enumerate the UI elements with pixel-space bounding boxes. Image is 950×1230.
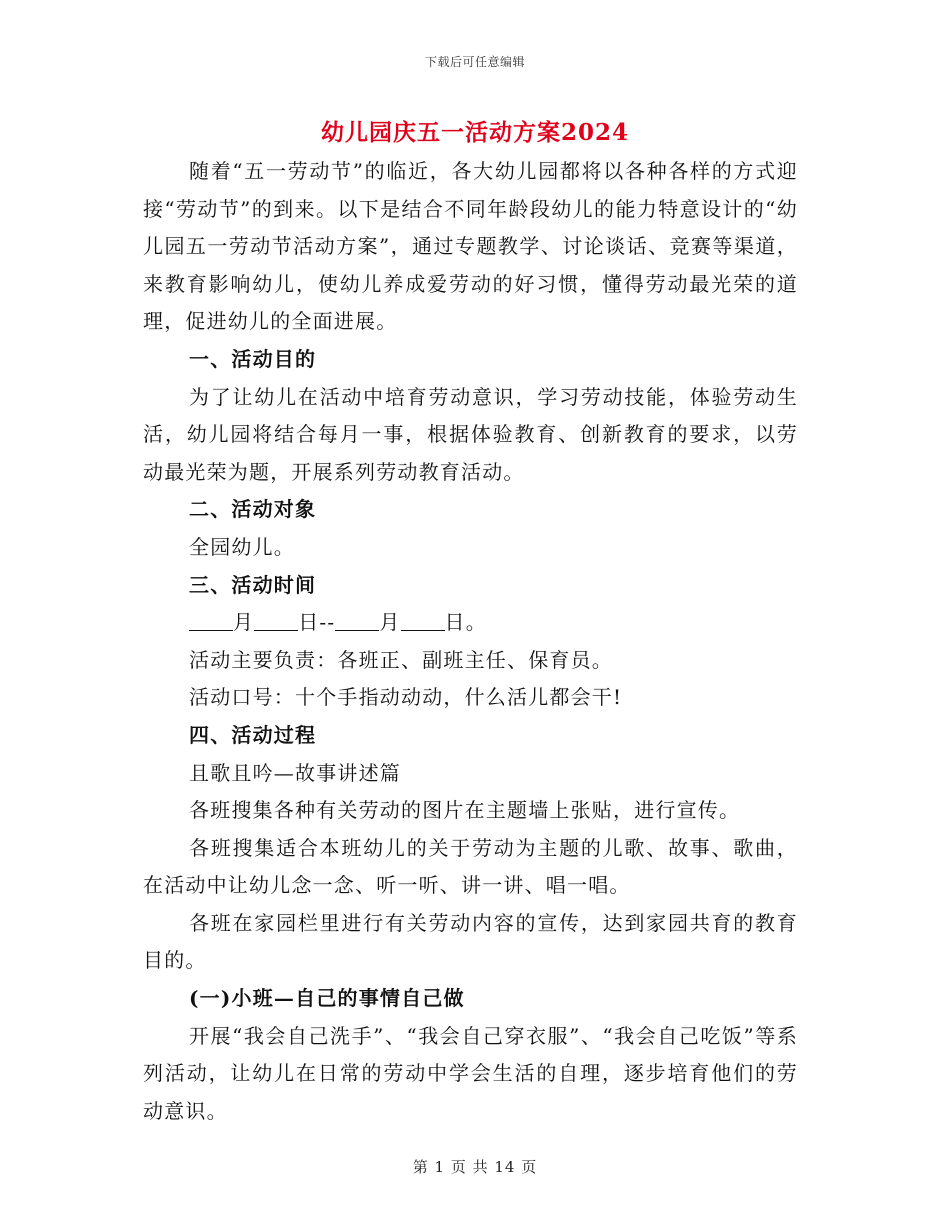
story-title: 且歌且吟—故事讲述篇 (189, 760, 401, 785)
section-heading-time: 三、活动时间 (189, 572, 317, 597)
target-paragraph: 全园幼儿。 (189, 534, 295, 559)
time-month-end: 月 (379, 610, 401, 635)
blank-month-start (189, 610, 233, 631)
time-day-start: 日-- (298, 610, 336, 635)
blank-month-end (335, 610, 379, 631)
blank-day-start (254, 610, 298, 631)
time-month-start: 月 (233, 610, 255, 635)
time-day-end: 日。 (444, 610, 487, 635)
subsection-heading-small-class: (一)小班—自己的事情自己做 (189, 986, 465, 1011)
section-heading-target: 二、活动对象 (189, 497, 317, 522)
small-class-paragraph: 开展“我会自己洗手”、“我会自己穿衣服”、“我会自己吃饭”等系列活动，让幼儿在日常的劳动中学会生活的自理，逐步培育他们的劳动意识。 (143, 1023, 798, 1123)
story-paragraph-2: 各班搜集适合本班幼儿的关于劳动为主题的儿歌、故事、歌曲，在活动中让幼儿念一念、听一听、讲一讲、唱一唱。 (143, 835, 798, 898)
time-line (143, 604, 798, 642)
intro-paragraph: 随着“五一劳动节”的临近，各大幼儿园都将以各种各样的方式迎接“劳动节”的到来。以下是结合不同年龄段幼儿的能力特意设计的“幼儿园五一劳动节活动方案”，通过专题教学、讨论谈话、竞赛等渠道，来教育影响幼儿，使幼儿养成爱劳动的好习惯，懂得劳动最光荣的道理，促进幼儿的全面进展。 (143, 159, 798, 334)
responsible-line: 活动主要负责：各班正、副班主任、保育员。 (189, 647, 613, 672)
blank-day-end (401, 610, 445, 631)
slogan-line: 活动口号：十个手指动动动，什么活儿都会干! (189, 685, 623, 710)
page-footer: 第 1 页 共 14 页 (412, 1158, 538, 1176)
section-heading-process: 四、活动过程 (189, 722, 317, 747)
story-paragraph-1: 各班搜集各种有关劳动的图片在主题墙上张贴，进行宣传。 (189, 798, 741, 823)
header-note: 下载后可任意编辑 (424, 55, 525, 69)
document-title: 幼儿园庆五一活动方案2024 (320, 119, 629, 146)
purpose-paragraph: 为了让幼儿在活动中培育劳动意识，学习劳动技能，体验劳动生活，幼儿园将结合每月一事，根据体验教育、创新教育的要求，以劳动最光荣为题，开展系列劳动教育活动。 (143, 384, 798, 484)
story-paragraph-3: 各班在家园栏里进行有关劳动内容的宣传，达到家园共育的教育目的。 (143, 910, 798, 973)
document-body (143, 153, 798, 1130)
section-heading-purpose: 一、活动目的 (189, 346, 317, 371)
